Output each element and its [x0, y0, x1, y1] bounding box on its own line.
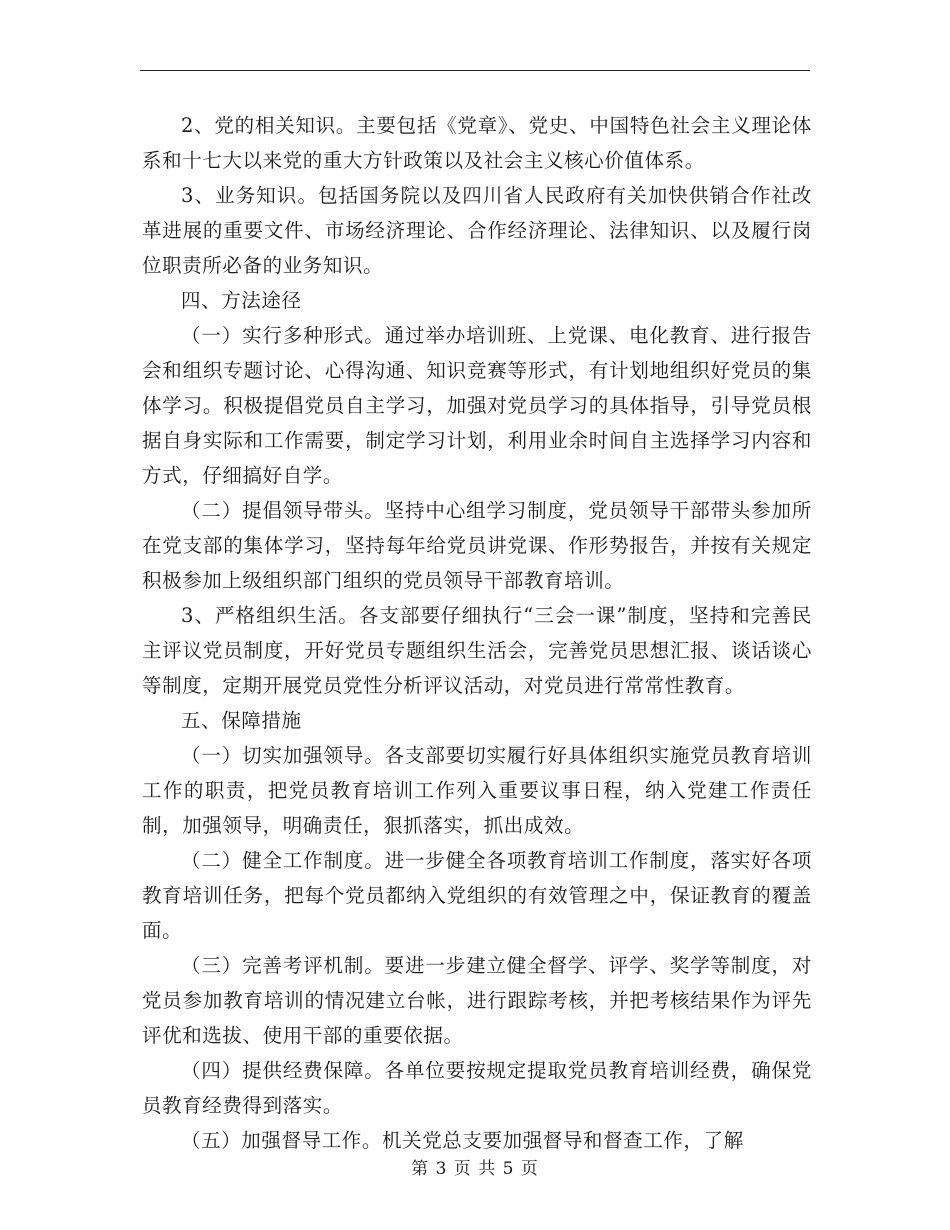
- paragraph-multiple-forms: （一）实行多种形式。通过举办培训班、上党课、电化教育、进行报告会和组织专题讨论、心得沟通、知识竞赛等形式，有计划地组织好党员的集体学习。积极提倡党员自主学习，加强对党员学习的具体指导，引导党员根据自身实际和工作需要，制定学习计划，利用业余时间自主选择学习内容和方式，仔细搞好自学。: [142, 324, 812, 487]
- paragraph-business-knowledge: 3、业务知识。包括国务院以及四川省人民政府有关加快供销合作社改革进展的重要文件、市场经济理论、合作经济理论、法律知识、以及履行岗位职责所必备的业务知识。: [142, 184, 812, 277]
- paragraph-organizational-life: 3、严格组织生活。各支部要仔细执行“三会一课”制度，坚持和完善民主评议党员制度，开好党员专题组织生活会，完善党员思想汇报、谈话谈心等制度，定期开展党员党性分析评议活动，对党员进行常常性教育。: [142, 604, 812, 697]
- paragraph-party-knowledge: 2、党的相关知识。主要包括《党章》、党史、中国特色社会主义理论体系和十七大以来党的重大方针政策以及社会主义核心价值体系。: [142, 114, 812, 172]
- document-body: [142, 108, 812, 1158]
- paragraph-leadership-example: （二）提倡领导带头。坚持中心组学习制度，党员领导干部带头参加所在党支部的集体学习，坚持每年给党员讲党课、作形势报告，并按有关规定积极参加上级组织部门组织的党员领导干部教育培训。: [142, 499, 812, 592]
- page-number: 第 3 页 共 5 页: [411, 1159, 539, 1179]
- paragraph-work-system: （二）健全工作制度。进一步健全各项教育培训工作制度，落实好各项教育培训任务，把每个党员都纳入党组织的有效管理之中，保证教育的覆盖面。: [142, 849, 812, 942]
- section-heading-safeguards: 五、保障措施: [181, 709, 302, 732]
- paragraph-supervision: （五）加强督导工作。机关党总支要加强督导和督查工作，了解: [181, 1129, 744, 1152]
- header-rule: [140, 70, 810, 71]
- paragraph-funding: （四）提供经费保障。各单位要按规定提取党员教育培训经费，确保党员教育经费得到落实。: [142, 1059, 812, 1117]
- section-heading-methods: 四、方法途径: [181, 289, 302, 312]
- paragraph-strengthen-leadership: （一）切实加强领导。各支部要切实履行好具体组织实施党员教育培训工作的职责，把党员教育培训工作列入重要议事日程，纳入党建工作责任制，加强领导，明确责任，狠抓落实，抓出成效。: [142, 744, 812, 837]
- paragraph-evaluation-mechanism: （三）完善考评机制。要进一步建立健全督学、评学、奖学等制度，对党员参加教育培训的情况建立台帐，进行跟踪考核，并把考核结果作为评先评优和选拔、使用干部的重要依据。: [142, 954, 812, 1047]
